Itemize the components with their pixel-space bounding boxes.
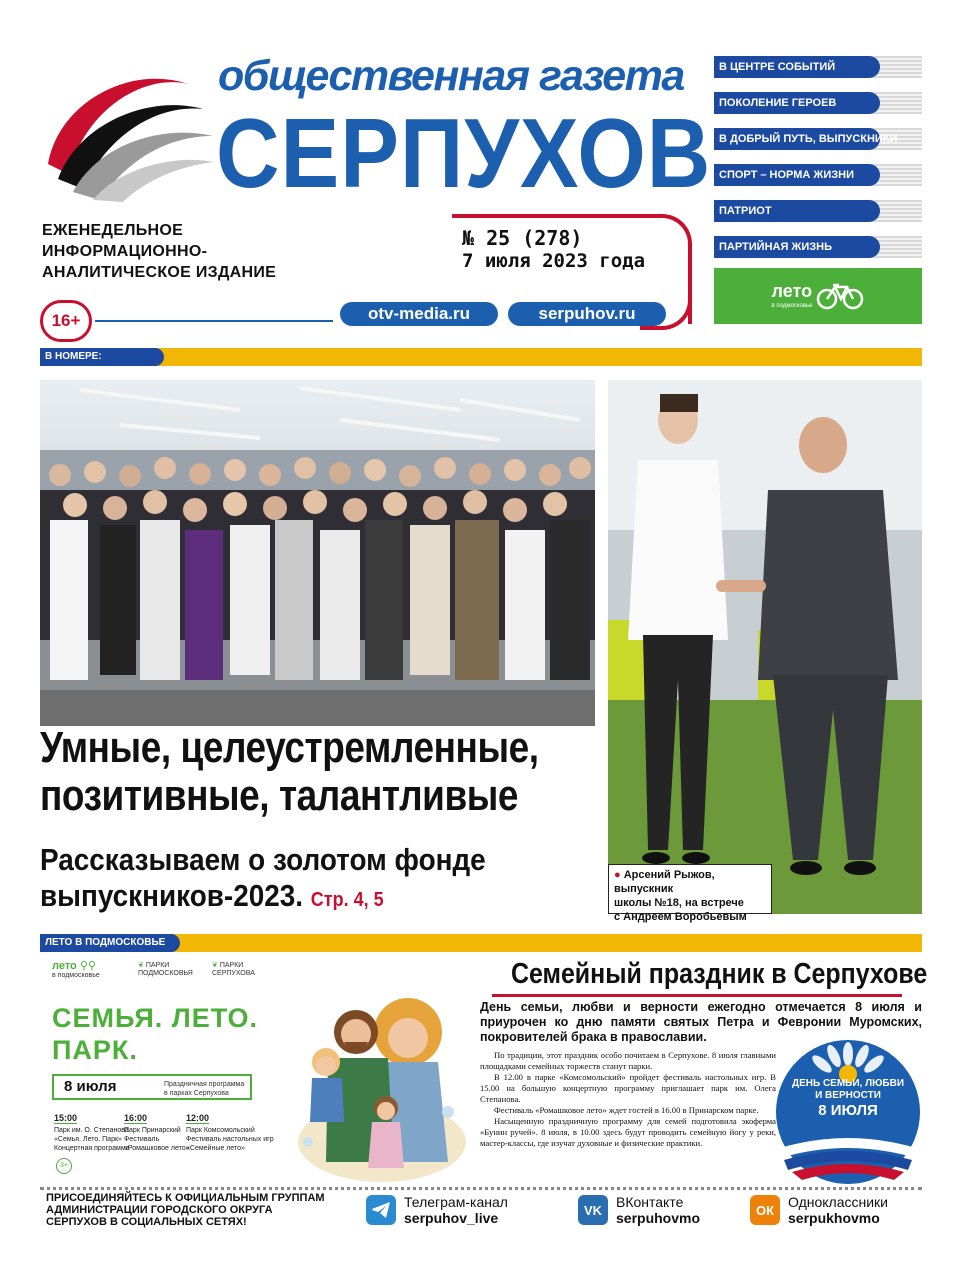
rubric-label: В ЦЕНТРЕ СОБЫТИЙ (714, 56, 880, 78)
rubric-item[interactable] (714, 200, 922, 222)
telegram-label: Телеграм-канал (404, 1194, 508, 1210)
promo-serpukhov-parks-logo: ❦ ПАРКИ СЕРПУХОВА (212, 962, 255, 977)
section-bar-summer (40, 934, 922, 952)
page-reference[interactable]: Стр. 4, 5 (310, 889, 384, 911)
telegram-link[interactable] (366, 1192, 508, 1228)
telegram-handle: serpuhov_live (404, 1210, 499, 1226)
rubric-label: В ДОБРЫЙ ПУТЬ, ВЫПУСКНИКИ (714, 128, 880, 150)
ok-link[interactable] (750, 1192, 888, 1228)
vk-handle: serpuhovmo (616, 1210, 701, 1226)
article-lead: День семьи, любви и верности ежегодно отмечается 8 июля и приурочен ко дню памяти святых Петра и Февронии Муромских, покровителей брака в православии. (480, 1000, 922, 1044)
promo-slogan: СЕМЬЯ. ЛЕТО. ПАРК. (52, 1003, 259, 1065)
handshake-photo (608, 380, 922, 914)
promo-date: 8 июля (52, 1074, 252, 1100)
rubric-label: ПАТРИОТ (714, 200, 880, 222)
age-rating-badge: 16+ (40, 300, 92, 342)
leto-podmoskovye-logo (714, 268, 922, 324)
divider-line (95, 320, 333, 322)
edition-description (42, 220, 276, 283)
masthead-subtitle: общественная газета (218, 52, 684, 100)
rubric-item[interactable] (714, 92, 922, 114)
promo-age-rating: 3+ (56, 1158, 72, 1174)
vk-link[interactable] (578, 1192, 700, 1228)
rubric-label: ПОКОЛЕНИЕ ГЕРОЕВ (714, 92, 880, 114)
section-label: ЛЕТО В ПОДМОСКОВЬЕ (40, 934, 180, 952)
promo-schedule-item: 15:00 Парк им. О. Степанова «Семья. Лето. Парк» Концертная программа (54, 1113, 130, 1152)
main-headline[interactable] (40, 724, 539, 820)
vk-icon: VK (578, 1195, 608, 1225)
edition-line: АНАЛИТИЧЕСКОЕ ИЗДАНИЕ (42, 264, 277, 281)
article-title-underline (492, 994, 902, 997)
vk-label: ВКонтакте (616, 1194, 684, 1210)
photo-caption (608, 864, 772, 923)
issue-date: 7 июля 2023 года (462, 250, 646, 272)
subhead-line: Рассказываем о золотом фонде (40, 842, 486, 877)
rubric-label: СПОРТ – НОРМА ЖИЗНИ (714, 164, 880, 186)
leaf-icon: ❦ (212, 962, 218, 969)
masthead-title: СЕРПУХОВ (216, 97, 712, 209)
graduates-group-photo (40, 380, 595, 726)
main-subhead (40, 842, 486, 918)
promo-schedule-item: 12:00 Парк Комсомольский Фестиваль настольных игр «Семейные лето» (186, 1113, 274, 1152)
caption-bullet-icon: ● (614, 869, 621, 881)
leto-small: в подмосковье (771, 302, 813, 309)
promo-date-note: Праздничная программа в парках Серпухова (164, 1081, 245, 1097)
leaf-icon: ❦ (138, 962, 144, 969)
headline-line: Умные, целеустремленные, (40, 723, 539, 772)
ok-handle: serpukhovmo (788, 1210, 880, 1226)
promo-leto-logo: лето ⚲⚲ в подмосковье (52, 960, 100, 979)
promo-parks-logo: ❦ ПАРКИ ПОДМОСКОВЬЯ (138, 962, 193, 977)
subhead-line: выпускников-2023. (40, 878, 304, 913)
badge-text: ДЕНЬ СЕМЬИ, ЛЮБВИ И ВЕРНОСТИ 8 ИЮЛЯ (791, 1078, 905, 1119)
caption-line: с Андреем Воробьевым (614, 911, 747, 923)
telegram-icon (366, 1195, 396, 1225)
rubric-item[interactable] (714, 236, 922, 258)
newspaper-logo-swirl (38, 44, 216, 202)
rubric-label: ПАРТИЙНАЯ ЖИЗНЬ (714, 236, 880, 258)
caption-line: школы №18, на встрече (614, 897, 744, 909)
rubric-item[interactable] (714, 128, 922, 150)
site-link-otv[interactable]: otv-media.ru (340, 302, 498, 326)
article-paragraph: В 12.00 в парке «Комсомольский» пройдет фестиваль настольных игр. В 15.00 на большую концертную программу приглашает парк им. Олега Степанова. (480, 1072, 776, 1104)
issue-number: № 25 (278) (462, 226, 583, 250)
site-link-serpuhov[interactable]: serpuhov.ru (508, 302, 666, 326)
caption-line: Арсений Рыжов, выпускник (614, 869, 715, 895)
rubric-item[interactable] (714, 164, 922, 186)
bicycle-icon: ⚲⚲ (76, 960, 96, 972)
edition-line: ЕЖЕНЕДЕЛЬНОЕ (42, 222, 184, 239)
odnoklassniki-icon: ОК (750, 1195, 780, 1225)
article-paragraph: Фестиваль «Ромашковое лето» ждет гостей в 16.00 в Принарском парке. (494, 1105, 759, 1115)
family-illustration (298, 992, 466, 1184)
article-body (480, 1050, 776, 1149)
ok-label: Одноклассники (788, 1194, 889, 1210)
promo-schedule-item: 16:00 Парк Принарский Фестиваль «Ромашковое лето» (124, 1113, 190, 1152)
headline-line: позитивные, талантливые (40, 771, 519, 820)
bicycle-icon (816, 282, 864, 310)
leto-word: лето (771, 280, 813, 301)
footer-invite: ПРИСОЕДИНЯЙТЕСЬ К ОФИЦИАЛЬНЫМ ГРУППАМ АДМИНИСТРАЦИИ ГОРОДСКОГО ОКРУГА СЕРПУХОВ В СОЦИАЛЬНЫХ СЕТЯХ! (46, 1192, 325, 1228)
section-label: В НОМЕРЕ: (40, 348, 164, 366)
edition-line: ИНФОРМАЦИОННО- (42, 243, 208, 260)
article-paragraph: По традиции, этот праздник особо почитаем в Серпухове. 8 июля главными площадками семейных торжеств станут парки. (480, 1050, 776, 1071)
article-title[interactable]: Семейный праздник в Серпухове (510, 958, 928, 990)
section-bar-in-issue (40, 348, 922, 366)
article-paragraph: Насыщенную праздничную программу для семей подготовила экоферма «Бунин ручей». 8 июля, в 10.00 здесь будут проводить семейную йогу у реки, мастер-классы, где изучат духовные и физические практики. (480, 1116, 776, 1148)
rubric-item[interactable] (714, 56, 922, 78)
